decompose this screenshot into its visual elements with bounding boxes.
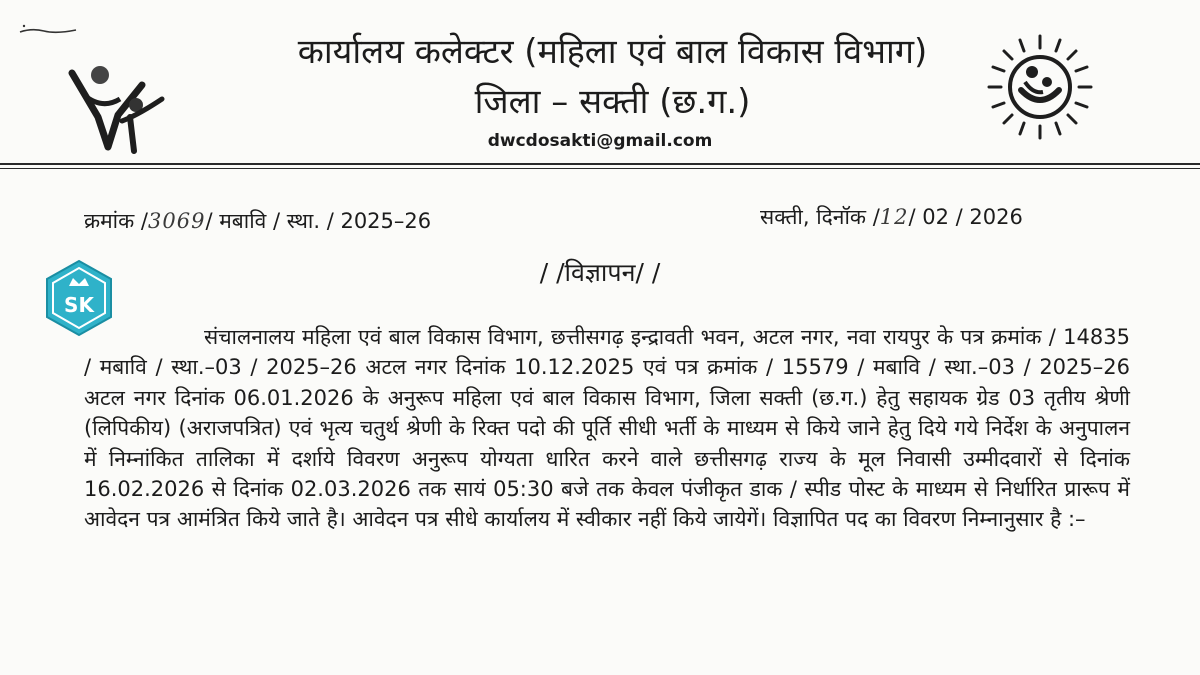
- advertisement-heading: / /विज्ञापन/ /: [539, 258, 661, 287]
- district-title: जिला – सक्ती (छ.ग.): [474, 82, 751, 122]
- date-suffix: / 02 / 2026: [908, 205, 1023, 229]
- reference-suffix: / मबावि / स्था. / 2025–26: [205, 209, 432, 233]
- date-handwritten-day: 12: [879, 205, 909, 229]
- advertisement-body: संचालनालय महिला एवं बाल विकास विभाग, छत्तीसगढ़ इन्द्रावती भवन, अटल नगर, नवा रायपुर के पत्र क्रमांक / 14835 / मबावि / स्था.–03 / 2025–26 अटल नगर दिनांक 10.12.2025 एवं पत्र क्रमांक / 15579 / मबावि / स्था.–03 / 2025–26 अटल नगर दिनांक 06.01.2026 के अनुरूप महिला एवं बाल विकास विभाग, जिला सक्ती (छ.ग.) हेतु सहायक ग्रेड 03 तृतीय श्रेणी (लिपिकीय) (अराजपत्रित) एवं भृत्य चतुर्थ श्रेणी के रिक्त पदो की पूर्ति सीधी भर्ती के माध्यम से किये जाने हेतु दिये गये निर्देश के अनुपालन में निम्नांकित तालिका में दर्शाये विवरण अनुरूप योग्यता धारित करने वाले छत्तीसगढ़ राज्य के मूल निवासी उम्मीदवारों से दिनांक 16.02.2026 से दिनांक 02.03.2026 तक सायं 05:30 बजे तक केवल पंजीकृत डाक / स्पीड पोस्ट के माध्यम से निर्धारित प्रारूप में आवेदन पत्र आमंत्रित किये जाते है। आवेदन पत्र सीधे कार्यालय में स्वीकार नहीं किये जायेगें। विज्ञापित पद का विवरण निम्नानुसार है :–: [84, 325, 1130, 532]
- reference-handwritten-number: 3069: [148, 209, 206, 233]
- icds-emblem-right: [985, 32, 1095, 142]
- watermark-text: SK: [64, 293, 94, 317]
- issue-date: [760, 203, 1023, 231]
- reference-number: [84, 207, 431, 235]
- reference-prefix: क्रमांक /: [84, 209, 149, 233]
- office-email: dwcdosakti@gmail.com: [487, 131, 713, 151]
- date-prefix: सक्ती, दिनॉक /: [760, 205, 880, 229]
- office-title: कार्यालय कलेक्टर (महिला एवं बाल विकास विभाग): [297, 32, 928, 72]
- header-divider: [0, 163, 1200, 165]
- header-divider-thin: [0, 168, 1200, 169]
